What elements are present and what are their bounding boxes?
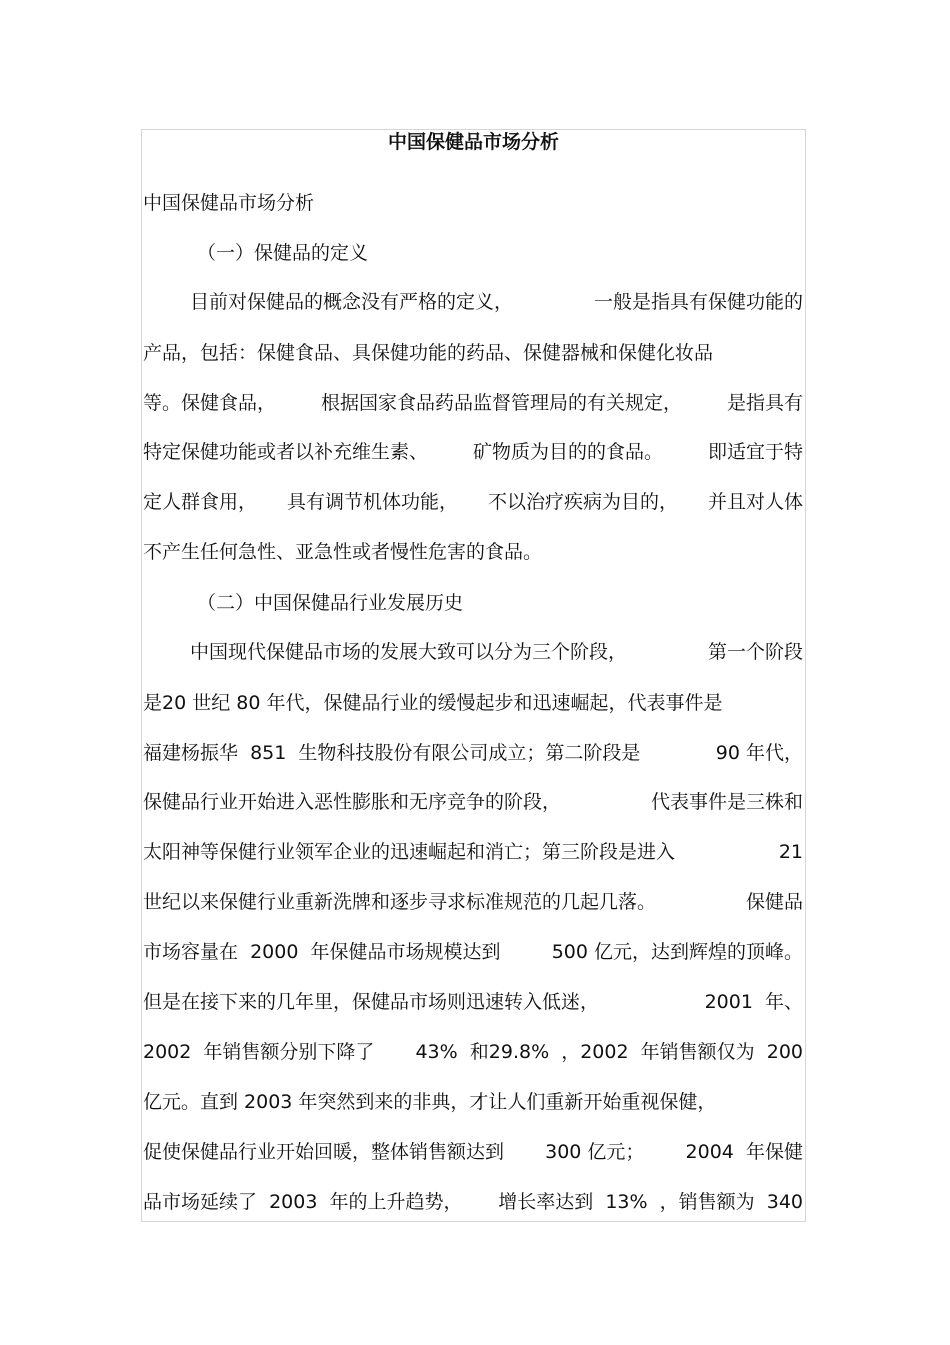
paragraph-line-segment: 增长率达到 13% ，销售额为 340 — [498, 1191, 803, 1213]
paragraph-line — [143, 838, 803, 866]
paragraph-line-segment: 亿元。直到 2003 年突然到来的非典，才让人们重新开始重视保健， — [143, 1091, 717, 1113]
paragraph-line-segment: 2001 年、 — [704, 991, 803, 1013]
paragraph-line-segment: 定人群食用， — [143, 491, 258, 513]
paragraph-line-segment: 500 亿元，达到辉煌的顶峰。 — [551, 941, 803, 963]
paragraph-line — [143, 1138, 803, 1166]
paragraph-line-segment: 具有调节机体功能， — [286, 491, 458, 513]
paragraph-line-segment: 不以治疗疾病为目的， — [487, 491, 678, 513]
paragraph-line-segment: 矿物质为目的的食品。 — [472, 441, 663, 463]
document-heading — [143, 189, 803, 217]
paragraph-line-segment: 市场容量在 2000 年保健品市场规模达到 — [143, 941, 501, 963]
paragraph-line-segment: 即适宜于特 — [707, 441, 803, 463]
paragraph-line-segment: 根据国家食品药品监督管理局的有关规定， — [320, 392, 682, 414]
paragraph-line-segment: 保健品 — [745, 891, 803, 913]
paragraph-line — [143, 988, 803, 1016]
paragraph-line — [143, 788, 803, 816]
paragraph-line — [143, 739, 803, 767]
paragraph-line-segment: 但是在接下来的几年里，保健品市场则迅速转入低迷， — [143, 991, 600, 1013]
paragraph-line — [143, 438, 803, 466]
paragraph-line — [143, 488, 803, 516]
paragraph-line — [143, 339, 803, 367]
paragraph-line-segment: 世纪以来保健行业重新洗牌和逐步寻求标准规范的几起几落。 — [143, 891, 657, 913]
paragraph-line-segment: 太阳神等保健行业领军企业的迅速崛起和消亡；第三阶段是进入 — [143, 841, 676, 863]
paragraph-line-segment: 90 年代， — [715, 742, 803, 764]
paragraph-line-segment: 促使保健品行业开始回暖，整体销售额达到 — [143, 1141, 505, 1163]
section-1-title-segment: （一）保健品的定义 — [197, 242, 369, 264]
paragraph-line-segment: 第一个阶段 — [707, 641, 803, 663]
paragraph-line-segment: 代表事件是三株和 — [650, 791, 803, 813]
paragraph-line-segment: 并且对人体 — [707, 491, 803, 513]
paragraph-line — [143, 938, 803, 966]
paragraph-line-segment: 特定保健功能或者以补充维生素、 — [143, 441, 429, 463]
document-title: 中国保健品市场分析 — [387, 131, 559, 153]
paragraph-line-segment: 2002 年销售额分别下降了 — [143, 1041, 375, 1063]
paragraph-line-segment: 43% 和29.8% ，2002 年销售额仅为 200 — [415, 1041, 803, 1063]
paragraph-line — [190, 638, 803, 666]
paragraph-line — [143, 1088, 803, 1116]
paragraph-line-segment: 保健品行业开始进入恶性膨胀和无序竞争的阶段， — [143, 791, 562, 813]
paragraph-line-segment: 一般是指具有保健功能的 — [593, 291, 803, 313]
paragraph-line-segment: 等。保健食品， — [143, 392, 277, 414]
paragraph-line — [143, 1038, 803, 1066]
paragraph-line — [143, 389, 803, 417]
paragraph-line-segment: 福建杨振华 851 生物科技股份有限公司成立；第二阶段是 — [143, 742, 641, 764]
paragraph-line-segment: 中国现代保健品市场的发展大致可以分为三个阶段， — [190, 641, 628, 663]
paragraph-line-segment: 品市场延续了 2003 年的上升趋势， — [143, 1191, 463, 1213]
paragraph-line-segment: 2004 年保健 — [685, 1141, 803, 1163]
section-2-title-segment: （二）中国保健品行业发展历史 — [197, 592, 464, 614]
paragraph-line-segment: 是指具有 — [726, 392, 803, 414]
paragraph-line-segment: 是20 世纪 80 年代，保健品行业的缓慢起步和迅速崛起，代表事件是 — [143, 692, 723, 714]
paragraph-line — [143, 888, 803, 916]
paragraph-line — [190, 288, 803, 316]
document-heading-segment: 中国保健品市场分析 — [143, 192, 315, 214]
paragraph-line-segment: 产品，包括：保健食品、具保健功能的药品、保健器械和保健化妆品 — [143, 342, 714, 364]
paragraph-line-segment: 目前对保健品的概念没有严格的定义， — [190, 291, 514, 313]
paragraph-line — [143, 538, 803, 566]
section-2-title — [197, 589, 810, 617]
paragraph-line-segment: 21 — [778, 841, 803, 863]
paragraph-line-segment: 300 亿元； — [545, 1141, 645, 1163]
paragraph-line — [143, 689, 803, 717]
paragraph-line-segment: 不产生任何急性、亚急性或者慢性危害的食品。 — [143, 541, 543, 563]
paragraph-line — [143, 1188, 803, 1216]
section-1-title — [197, 239, 810, 267]
